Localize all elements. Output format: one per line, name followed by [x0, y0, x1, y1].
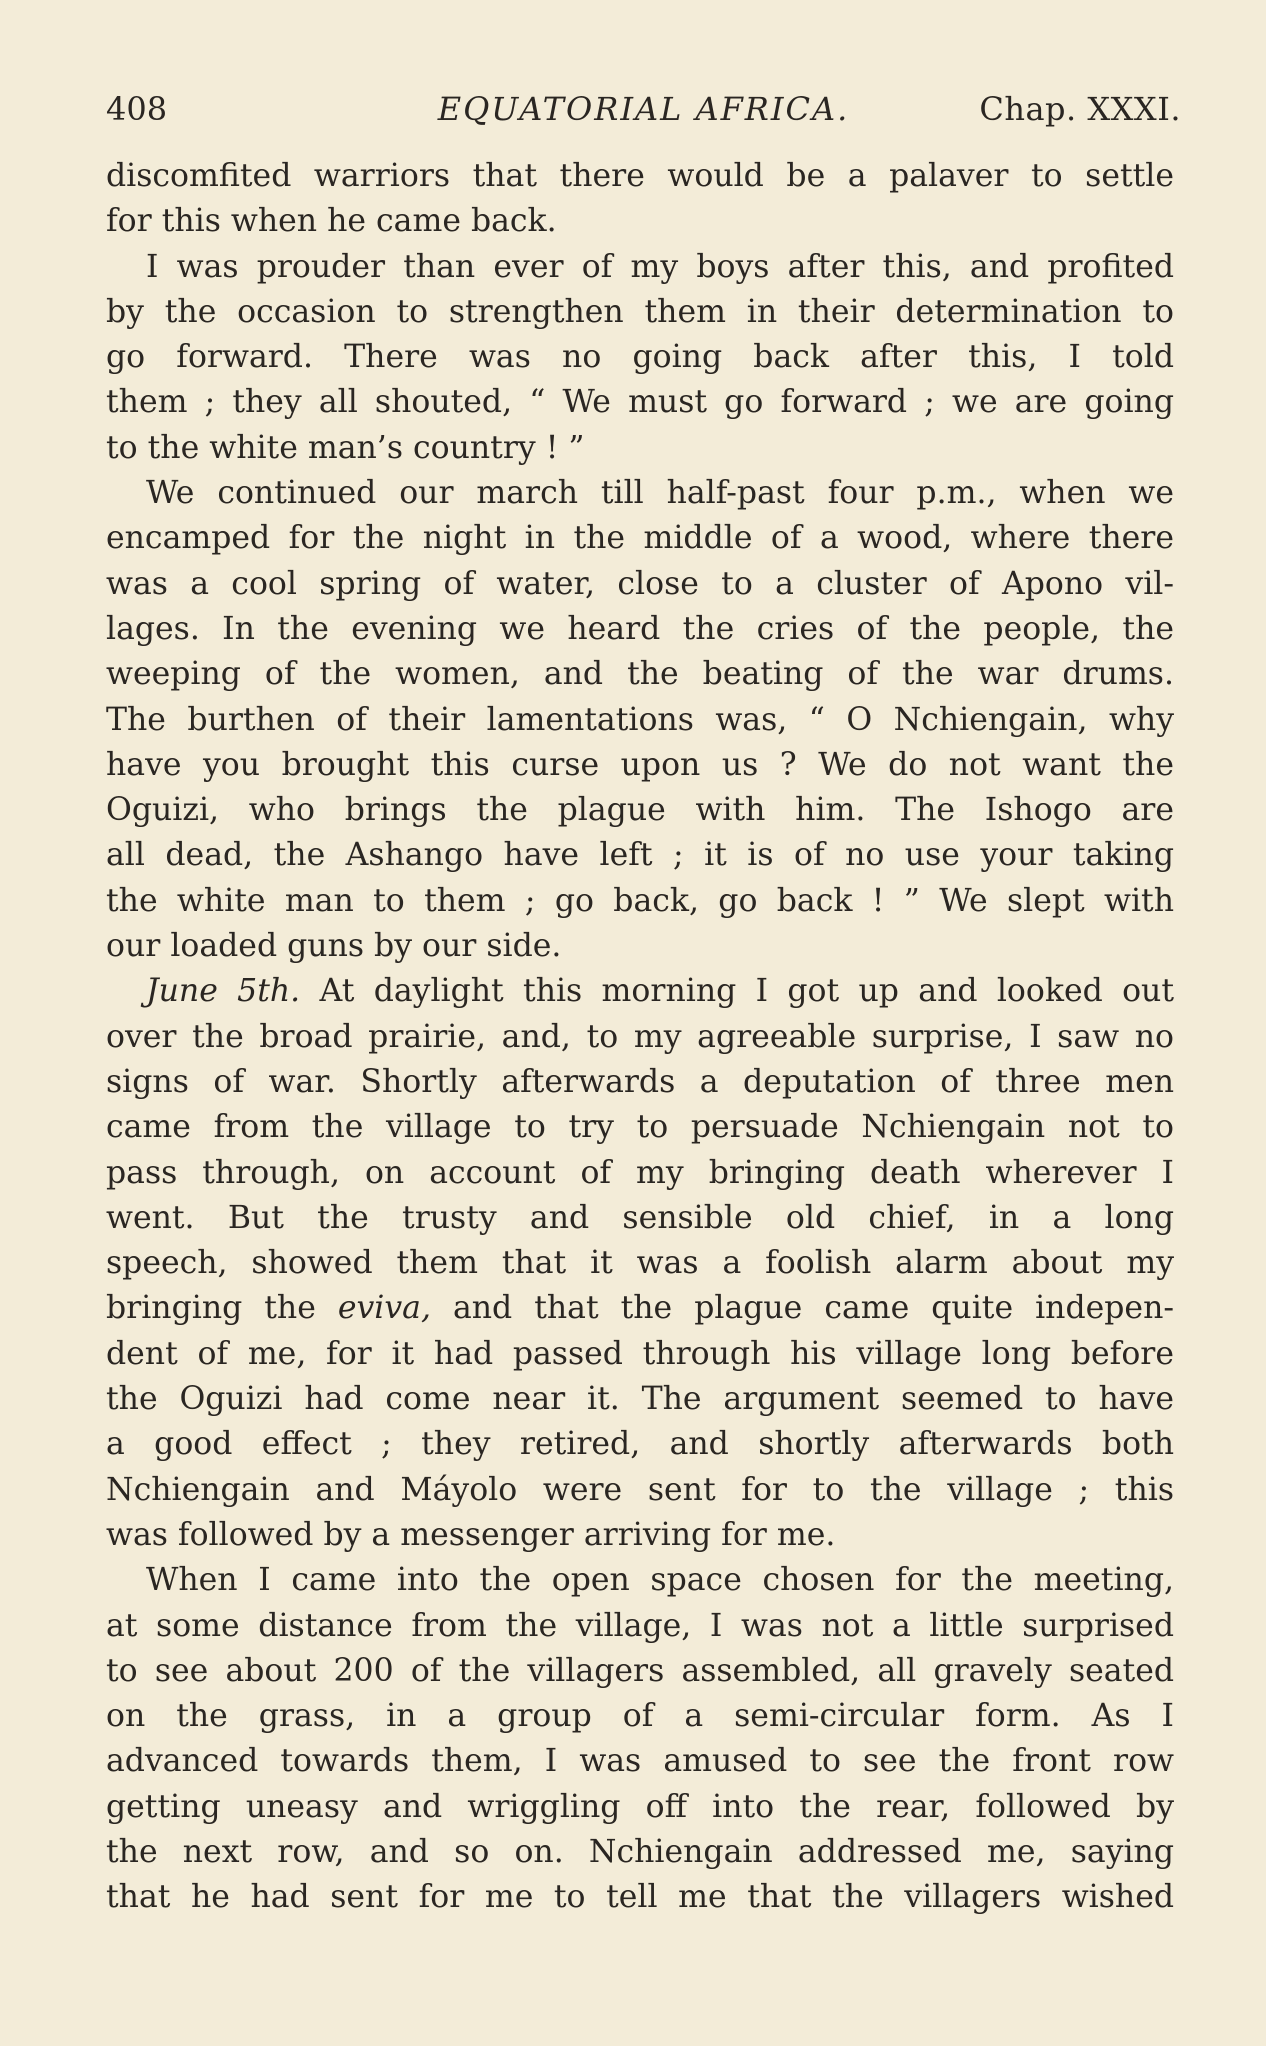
text-line: go forward. There was no going back after this, I told: [106, 339, 1174, 376]
text-fragment: At daylight this morning I got up and looked out: [300, 973, 1174, 1010]
text-fragment: and that the plague came quite indepen-: [430, 1290, 1174, 1327]
text-line: our loaded guns by our side.: [106, 928, 562, 965]
text-line: Oguizi, who brings the plague with him. The Ishogo are: [106, 792, 1174, 829]
page-number: 408: [106, 90, 168, 128]
text-line: all dead, the Ashango have left ; it is of no use your taking: [106, 837, 1174, 874]
text-line: the Oguizi had come near it. The argument seemed to have: [106, 1381, 1174, 1418]
text-line: came from the village to try to persuade Nchiengain not to: [106, 1109, 1174, 1146]
text-line: getting uneasy and wriggling off into the rear, followed by: [106, 1788, 1174, 1825]
text-line: for this when he came back.: [106, 203, 557, 240]
text-line: I was prouder than ever of my boys after this, and profited: [146, 248, 1174, 285]
date-june-5th: June 5th.: [146, 973, 301, 1010]
text-line: over the broad prairie, and, to my agreeable surprise, I saw no: [106, 1018, 1174, 1055]
text-line: encamped for the night in the middle of a wood, where there: [106, 520, 1174, 557]
text-line: went. But the trusty and sensible old chief, in a long: [106, 1199, 1174, 1236]
text-line: pass through, on account of my bringing death wherever I: [106, 1154, 1174, 1191]
text-line: lages. In the evening we heard the cries of the people, the: [106, 610, 1174, 647]
text-line: on the grass, in a group of a semi-circular form. As I: [106, 1698, 1174, 1735]
text-line: The burthen of their lamentations was, “ O Nchiengain, why: [106, 701, 1174, 738]
text-line: a good effect ; they retired, and shortly afterwards both: [106, 1426, 1174, 1463]
text-line: have you brought this curse upon us ? We do not want the: [106, 746, 1174, 783]
text-line: that he had sent for me to tell me that the villagers wished: [106, 1879, 1174, 1916]
text-line: was a cool spring of water, close to a cluster of Apono vil-: [106, 565, 1174, 602]
running-head: [106, 84, 1181, 134]
text-line: by the occasion to strengthen them in their determination to: [106, 293, 1174, 330]
text-line: at some distance from the village, I was not a little surprised: [106, 1607, 1174, 1644]
text-line: them ; they all shouted, “ We must go forward ; we are going: [106, 384, 1174, 421]
text-line: dent of me, for it had passed through his village long before: [106, 1335, 1174, 1372]
text-line: [106, 1286, 1174, 1331]
word-eviva: eviva,: [337, 1290, 431, 1327]
chapter-label: Chap. XXXI.: [979, 90, 1181, 128]
text-line: Nchiengain and Máyolo were sent for to the village ; this: [106, 1471, 1174, 1508]
text-line: weeping of the women, and the beating of the war drums.: [106, 656, 1174, 693]
text-fragment: bringing the: [106, 1290, 338, 1327]
text-line: the white man to them ; go back, go back ! ” We slept with: [106, 882, 1174, 919]
text-line: advanced towards them, I was amused to see the front row: [106, 1743, 1174, 1780]
text-line: speech, showed them that it was a foolish alarm about my: [106, 1245, 1174, 1282]
text-line: to see about 200 of the villagers assembled, all gravely seated: [106, 1652, 1174, 1689]
book-title: EQUATORIAL AFRICA.: [437, 90, 850, 128]
text-line: to the white man’s country ! ”: [106, 429, 585, 466]
text-line: was followed by a messenger arriving for me.: [106, 1516, 836, 1553]
text-line: discomfited warriors that there would be a palaver to settle: [106, 158, 1174, 194]
text-line: the next row, and so on. Nchiengain addressed me, saying: [106, 1833, 1174, 1870]
text-line: signs of war. Shortly afterwards a deputation of three men: [106, 1063, 1174, 1100]
text-line: We continued our march till half-past four p.m., when we: [146, 475, 1174, 512]
text-line: [106, 969, 1174, 1014]
body-text: [106, 154, 1174, 1921]
text-line: When I came into the open space chosen for the meeting,: [146, 1562, 1174, 1599]
